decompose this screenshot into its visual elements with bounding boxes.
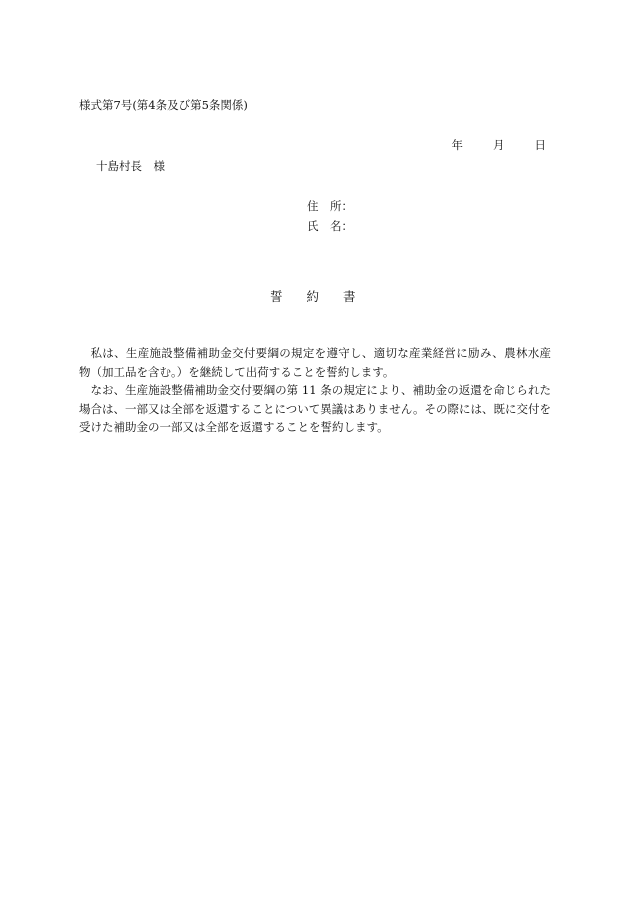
form-number: 様式第7号(第4条及び第5条関係) <box>79 98 248 112</box>
date-year-label: 年 <box>451 138 463 152</box>
paragraph-repayment: なお、生産施設整備補助金交付要綱の第 11 条の規定により、補助金の返還を命じられた場合は、一部又は全部を返還することについて異議はありません。その際には、既に交付を受けた補助金の一部又は全部を返還することを誓約します。 <box>79 383 551 435</box>
date-month-label: 月 <box>493 138 505 152</box>
address-label: 住 所： <box>307 199 353 213</box>
applicant-block <box>307 196 353 236</box>
date-line <box>452 137 547 153</box>
addressee: 十島村長 様 <box>96 159 165 173</box>
document-title: 誓約書 <box>270 289 380 304</box>
name-label: 氏 名： <box>307 219 353 233</box>
document-body <box>79 344 551 437</box>
date-day-label: 日 <box>534 138 546 152</box>
paragraph-pledge: 私は、生産施設整備補助金交付要綱の規定を遵守し、適切な産業経営に励み、農林水産物（加工品を含む。）を継続して出荷することを誓約します。 <box>79 346 551 379</box>
